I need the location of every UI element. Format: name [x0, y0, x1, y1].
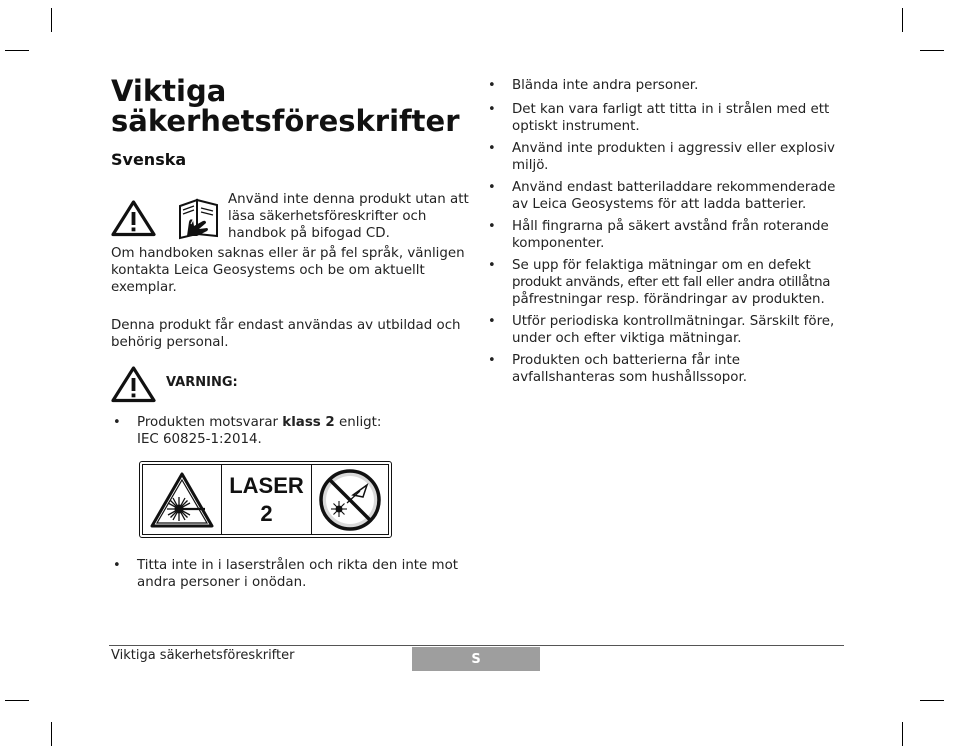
bullet-marker: • [488, 141, 496, 156]
crop-mark [51, 722, 52, 746]
list-item-line: under och efter viktiga mätningar. [512, 331, 742, 346]
list-item [487, 313, 857, 347]
list-item-line: komponenter. [512, 236, 605, 251]
list-item [112, 557, 472, 591]
crop-mark [5, 700, 29, 701]
bullet-marker: • [488, 314, 496, 329]
bullet-marker: • [488, 78, 496, 93]
no-direct-view-icon [317, 467, 383, 533]
language-heading: Svenska [111, 150, 187, 169]
list-item-line: Produkten och batterierna får inte [512, 353, 741, 368]
list-item-line: påfrestningar resp. förändringar av produkten. [512, 292, 825, 307]
laser-class-label [139, 461, 392, 538]
warning-label: VARNING: [166, 375, 238, 390]
list-item-line: Använd inte produkten i aggressiv eller explosiv [512, 141, 835, 156]
missing-manual-line3: exemplar. [111, 280, 177, 295]
left-bullet-list [112, 557, 472, 591]
list-item [487, 77, 857, 94]
list-item [487, 179, 857, 213]
class-bullet-list [112, 414, 472, 448]
left-bullet-line1: Titta inte in i laserstrålen och rikta den inte mot [137, 558, 459, 573]
read-manual-icon [177, 196, 221, 240]
manual-notice-line1: Använd inte denna produkt utan att [228, 192, 469, 207]
crop-mark [5, 50, 29, 51]
list-item-line: avfallshanteras som hushållssopor. [512, 370, 748, 385]
list-item-line: produkt används, efter ett fall eller andra otillåtna [512, 275, 831, 290]
list-item-line: Blända inte andra personer. [512, 78, 699, 93]
laser-hazard-icon [149, 471, 215, 529]
bullet-marker: • [488, 258, 496, 273]
trained-personnel-notice [111, 317, 461, 351]
crop-mark [902, 8, 903, 32]
list-item-line: miljö. [512, 158, 549, 173]
list-item-line: av Leica Geosystems för att ladda batterier. [512, 197, 807, 212]
bullet-marker: • [113, 558, 121, 573]
manual-notice [228, 191, 469, 242]
language-tab [412, 647, 540, 671]
manual-notice-line2: läsa säkerhetsföreskrifter och [228, 209, 427, 224]
class-prefix: Produkten motsvarar [137, 415, 283, 430]
left-bullet-line2: andra personer i onödan. [137, 575, 307, 590]
list-item [487, 218, 857, 252]
list-item [112, 414, 472, 448]
bullet-marker: • [488, 219, 496, 234]
manual-notice-line3: handbok på bifogad CD. [228, 226, 390, 241]
crop-mark [51, 8, 52, 32]
missing-manual-notice [111, 245, 465, 296]
list-item-line: Utför periodiska kontrollmätningar. Särskilt före, [512, 314, 835, 329]
crop-mark [902, 722, 903, 746]
bullet-marker: • [488, 102, 496, 117]
bullet-marker: • [488, 353, 496, 368]
warning-triangle-icon [111, 199, 156, 237]
right-bullet-list [487, 77, 857, 386]
trained-personnel-line1: Denna produkt får endast användas av utbildad och [111, 318, 461, 333]
class-suffix: enligt: [334, 415, 382, 430]
warning-triangle-icon [111, 365, 156, 403]
laser-class-text-cell [222, 465, 312, 534]
footer-title: Viktiga säkerhetsföreskrifter [111, 648, 295, 663]
list-item [487, 101, 857, 135]
footer-divider [109, 645, 844, 646]
list-item-line: optiskt instrument. [512, 119, 640, 134]
list-item-line: Håll fingrarna på säkert avstånd från roterande [512, 219, 829, 234]
class-standard: IEC 60825-1:2014. [137, 432, 262, 447]
language-tab-label: S [471, 651, 481, 667]
trained-personnel-line2: behörig personal. [111, 335, 229, 350]
list-item-line: Det kan vara farligt att titta in i strålen med ett [512, 102, 830, 117]
page-title-line2: säkerhetsföreskrifter [111, 104, 460, 138]
page-title [111, 76, 460, 136]
laser-word: LASER [229, 472, 304, 498]
list-item [487, 352, 857, 386]
crop-mark [920, 700, 944, 701]
laser-label-frame [142, 464, 389, 535]
list-item [487, 140, 857, 174]
laser-class-number: 2 [260, 500, 273, 526]
laser-hazard-cell [143, 465, 222, 534]
list-item-line: Se upp för felaktiga mätningar om en defekt [512, 258, 811, 273]
missing-manual-line2: kontakta Leica Geosystems och be om aktuellt [111, 263, 425, 278]
page-title-line1: Viktiga [111, 74, 227, 108]
missing-manual-line1: Om handboken saknas eller är på fel språk, vänligen [111, 246, 465, 261]
crop-mark [920, 50, 944, 51]
bullet-marker: • [488, 180, 496, 195]
class-bold: klass 2 [282, 415, 335, 430]
bullet-marker: • [113, 415, 121, 430]
list-item [487, 257, 857, 308]
no-direct-view-cell [312, 465, 388, 534]
list-item-line: Använd endast batteriladdare rekommenderade [512, 180, 836, 195]
